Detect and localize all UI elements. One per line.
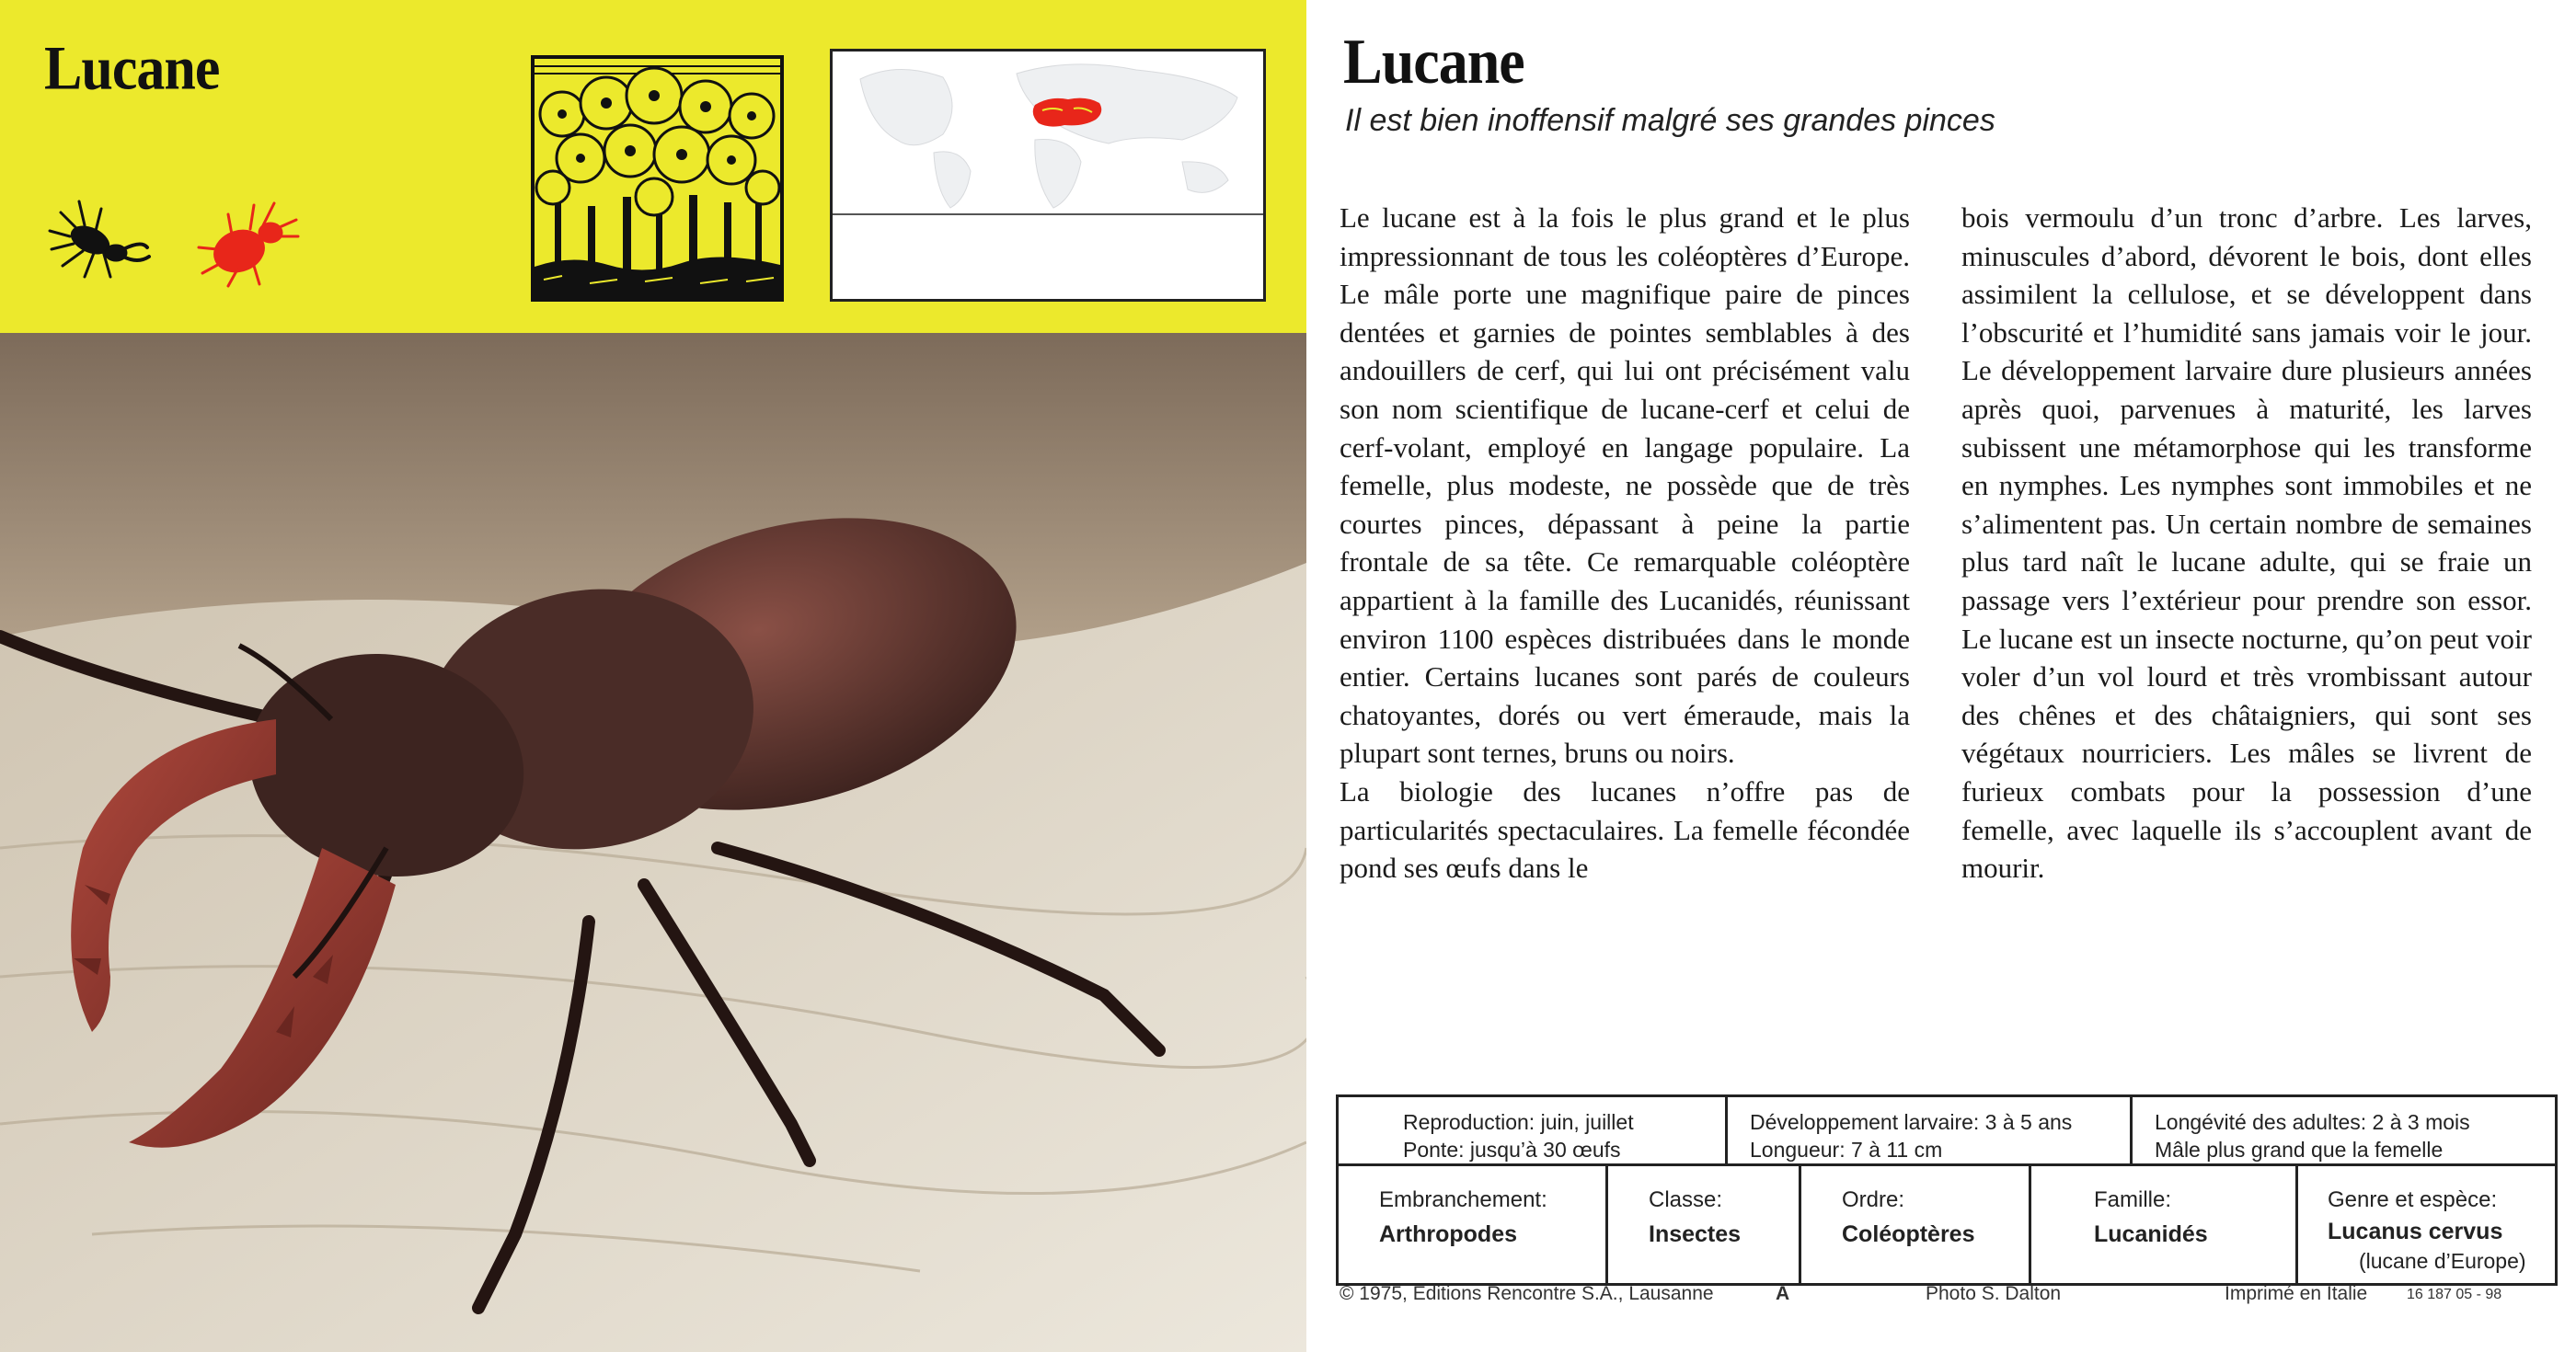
classe-value: Insectes	[1649, 1221, 1742, 1247]
classe-label: Classe:	[1649, 1187, 1723, 1212]
development-cell	[1725, 1097, 2130, 1163]
stag-beetle-illustration	[0, 333, 1306, 1352]
classe-cell	[1605, 1166, 1799, 1283]
longevity-cell	[2130, 1097, 2555, 1163]
paragraph: bois vermoulu d’un tronc d’arbre. Les larves, minuscules d’abord, dévorent le bois, dont elles assimilent la cellulose, et se développent dans l’obscurité et l’humidité sans jamais voir le jour. Le développement larvaire dure plusieurs années après quoi, parvenues à maturité, les larves subissent une métamorphose qui les transforme en nymphes. Les nymphes sont immobiles et ne s’alimentent pas. Un certain nombre de semaines plus tard naît le lucane adulte, qui se fraie un passage vers l’extérieur pour prendre son essor. Le lucane est un insecte nocturne, qu’on peut voir voler d’un vol lourd et très vrombissant autour des chênes et des châtaigniers, qui sont ses végétaux nourriciers. Les mâles se livrent de furieux combats pour la possession d’une femelle, avec laquelle ils s’accouplent avant de mourir.	[1961, 201, 2532, 885]
ordre-cell	[1799, 1166, 2029, 1283]
stag-beetle-photo	[0, 333, 1306, 1352]
embranchement-value: Arthropodes	[1379, 1221, 1517, 1247]
facts-row	[1339, 1097, 2555, 1166]
reproduction-cell	[1339, 1097, 1725, 1163]
famille-cell	[2029, 1166, 2295, 1283]
beetle-male-black-icon	[42, 189, 155, 284]
right-card-title: Lucane	[1343, 25, 1524, 97]
embranchement-label: Embranchement:	[1379, 1187, 1547, 1212]
footer-printed: Imprimé en Italie	[2225, 1283, 2368, 1304]
facts-table	[1336, 1094, 2558, 1286]
left-card-title: Lucane	[44, 34, 220, 103]
development-text: Développement larvaire: 3 à 5 ans	[1750, 1110, 2073, 1134]
ordre-value: Coléoptères	[1842, 1221, 1975, 1247]
genre-cell	[2295, 1166, 2555, 1283]
footer-copyright: © 1975, Editions Rencontre S.A., Lausanne	[1340, 1283, 1714, 1304]
card-subtitle: Il est bien inoffensif malgré ses grandes pinces	[1345, 103, 1995, 138]
footer-series: A	[1776, 1283, 1790, 1304]
ponte-text: Ponte: jusqu’à 30 œufs	[1403, 1138, 1621, 1162]
text-column-1	[1340, 199, 1910, 888]
famille-label: Famille:	[2094, 1187, 2172, 1212]
right-card	[1306, 0, 2576, 1352]
text-column-2	[1961, 199, 2532, 888]
genre-label: Genre et espèce:	[2328, 1187, 2498, 1212]
beetle-female-red-icon	[195, 196, 304, 288]
famille-value: Lucanidés	[2094, 1221, 2208, 1247]
distribution-map	[830, 49, 1266, 302]
habitat-illustration	[531, 55, 784, 302]
male-size-text: Mâle plus grand que la femelle	[2155, 1138, 2444, 1162]
footer-code: 16 187 05 - 98	[2407, 1287, 2502, 1302]
length-text: Longueur: 7 à 11 cm	[1750, 1138, 1943, 1162]
forest-icon	[535, 59, 780, 298]
world-map-europe-distribution	[833, 52, 1263, 212]
map-divider	[833, 213, 1263, 215]
longevity-text: Longévité des adultes: 2 à 3 mois	[2155, 1110, 2470, 1134]
ordre-label: Ordre:	[1842, 1187, 1905, 1212]
paragraph: Le lucane est à la fois le plus grand et le plus impressionnant de tous les coléoptères d’Europe. Le mâle porte une magnifique paire de pinces dentées et garnies de pointes semblables à des andouillers de cerf, qui lui ont précisément valu son nom scientifique de lucane-cerf et celui de cerf-volant, employé en langage populaire. La femelle, plus modeste, ne possède que de très courtes pinces, dépassant à peine la partie frontale de sa tête. Ce remarquable coléoptère appartient à la famille des Lucanidés, réunissant environ 1100 espèces distribuées dans le monde entier. Certains lucanes sont parés de couleurs chatoyantes, dorés ou vert émeraude, mais la plupart sont ternes, bruns ou noirs.	[1340, 201, 1910, 770]
common-name: (lucane d’Europe)	[2359, 1249, 2526, 1273]
footer-photo-credit: Photo S. Dalton	[1926, 1283, 2062, 1304]
genre-value: Lucanus cervus	[2328, 1219, 2503, 1244]
classification-row	[1339, 1166, 2555, 1283]
embranchement-cell	[1339, 1166, 1605, 1283]
reproduction-text: Reproduction: juin, juillet	[1403, 1110, 1634, 1134]
paragraph: La biologie des lucanes n’offre pas de particularités spectaculaires. La femelle fécondée pond ses œufs dans le	[1340, 774, 1910, 885]
